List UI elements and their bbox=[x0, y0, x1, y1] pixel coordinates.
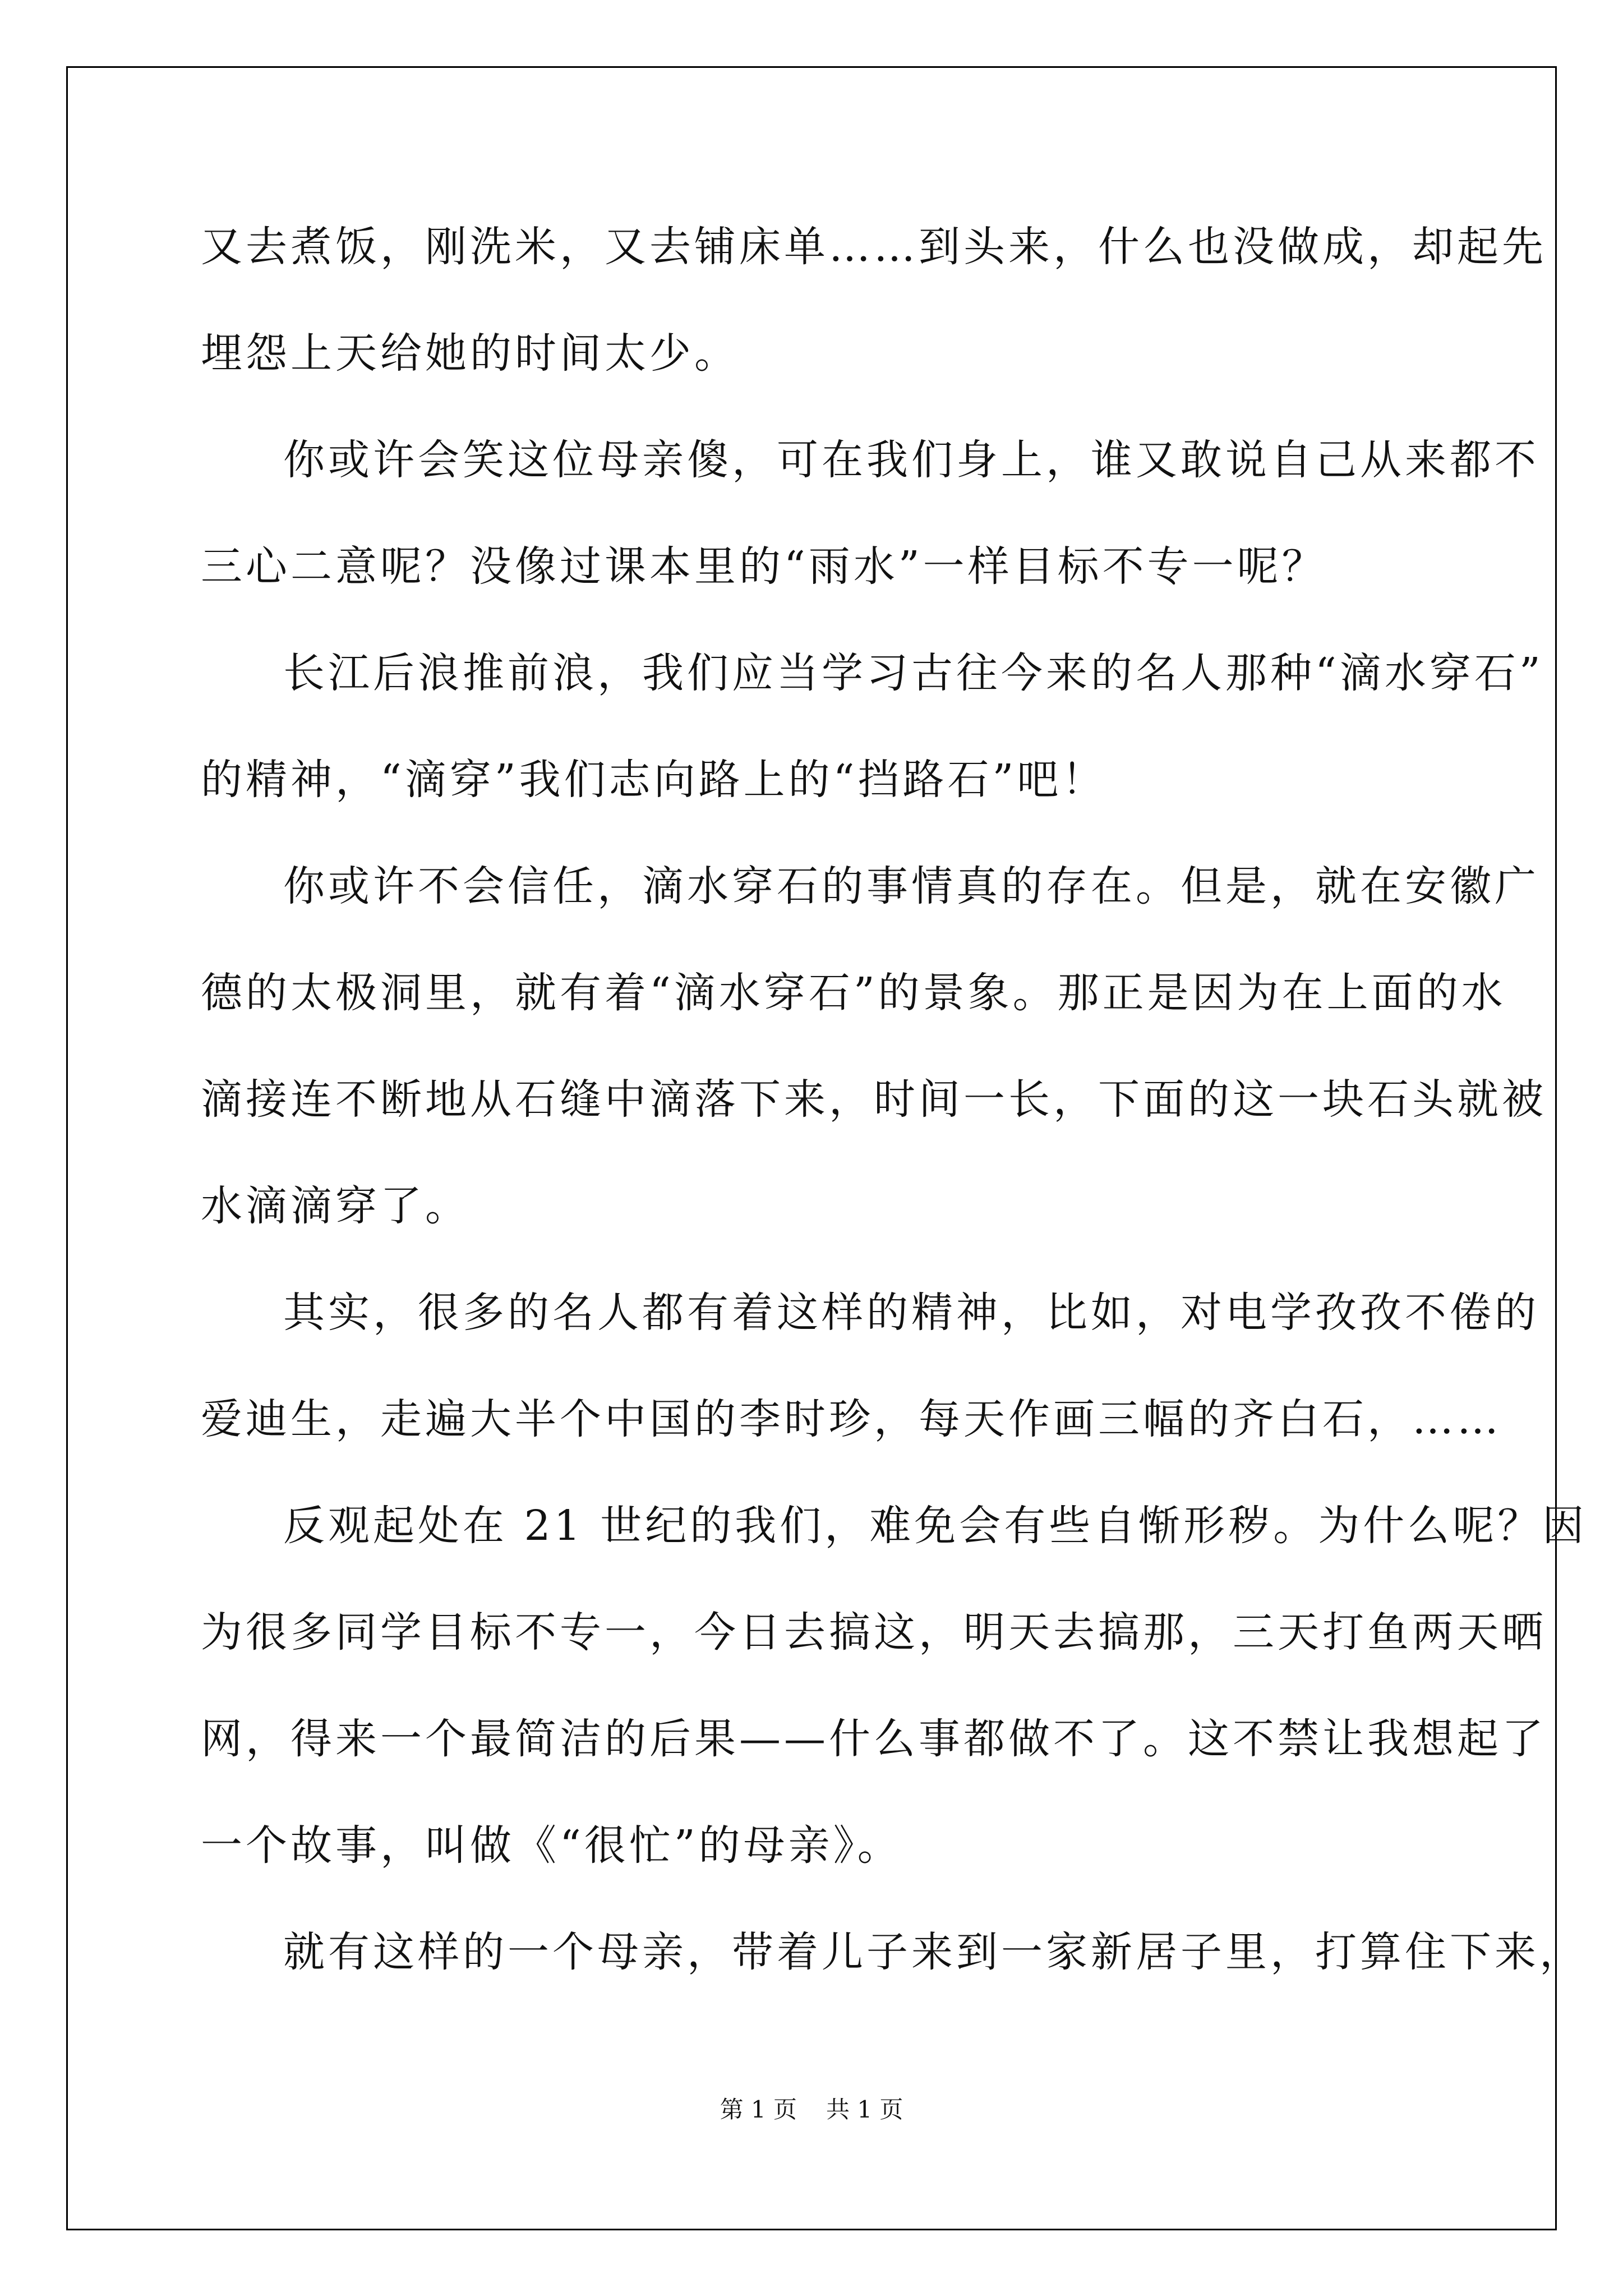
page-number: 第 1 页 bbox=[720, 2096, 797, 2123]
text-line: 爱迪生，走遍大半个中国的李时珍，每天作画三幅的齐白石，…… bbox=[201, 1395, 1502, 1443]
paragraph-first-line: 你或许不会信任，滴水穿石的事情真的存在。但是，就在安徽广 bbox=[283, 862, 1539, 910]
text-line: 的精神，“滴穿”我们志向路上的“挡路石”吧！ bbox=[201, 756, 1107, 804]
paragraph-first-line: 就有这样的一个母亲，带着儿子来到一家新居子里，打算住下来， bbox=[283, 1928, 1584, 1976]
page-border bbox=[66, 66, 1557, 2230]
text-line: 三心二意呢？没像过课本里的“雨水”一样目标不专一呢？ bbox=[201, 542, 1327, 591]
paragraph-first-line: 你或许会笑这位母亲傻，可在我们身上，谁又敢说自己从来都不 bbox=[283, 436, 1539, 484]
text-line: 埋怨上天给她的时间太少。 bbox=[201, 329, 739, 378]
text-line: 一个故事，叫做《“很忙”的母亲》。 bbox=[201, 1821, 902, 1870]
text-line: 滴接连不断地从石缝中滴落下来，时间一长，下面的这一块石头就被 bbox=[201, 1075, 1547, 1124]
page-footer bbox=[0, 2095, 1623, 2124]
paragraph-first-line: 其实，很多的名人都有着这样的精神，比如，对电学孜孜不倦的 bbox=[283, 1289, 1539, 1337]
page-total: 共 1 页 bbox=[826, 2096, 903, 2123]
paragraph-first-line: 长江后浪推前浪，我们应当学习古往今来的名人那种“滴水穿石” bbox=[283, 649, 1544, 697]
text-line: 网，得来一个最简洁的后果——什么事都做不了。这不禁让我想起了 bbox=[201, 1715, 1547, 1763]
text-line: 又去煮饭，刚洗米，又去铺床单……到头来，什么也没做成，却起先 bbox=[201, 223, 1547, 271]
text-line: 德的太极洞里，就有着“滴水穿石”的景象。那正是因为在上面的水 bbox=[201, 969, 1506, 1017]
paragraph-first-line: 反观起处在 21 世纪的我们，难免会有些自惭形秽。为什么呢？因 bbox=[283, 1502, 1588, 1550]
text-line: 水滴滴穿了。 bbox=[201, 1182, 470, 1230]
text-line: 为很多同学目标不专一，今日去搞这，明天去搞那，三天打鱼两天晒 bbox=[201, 1608, 1547, 1657]
